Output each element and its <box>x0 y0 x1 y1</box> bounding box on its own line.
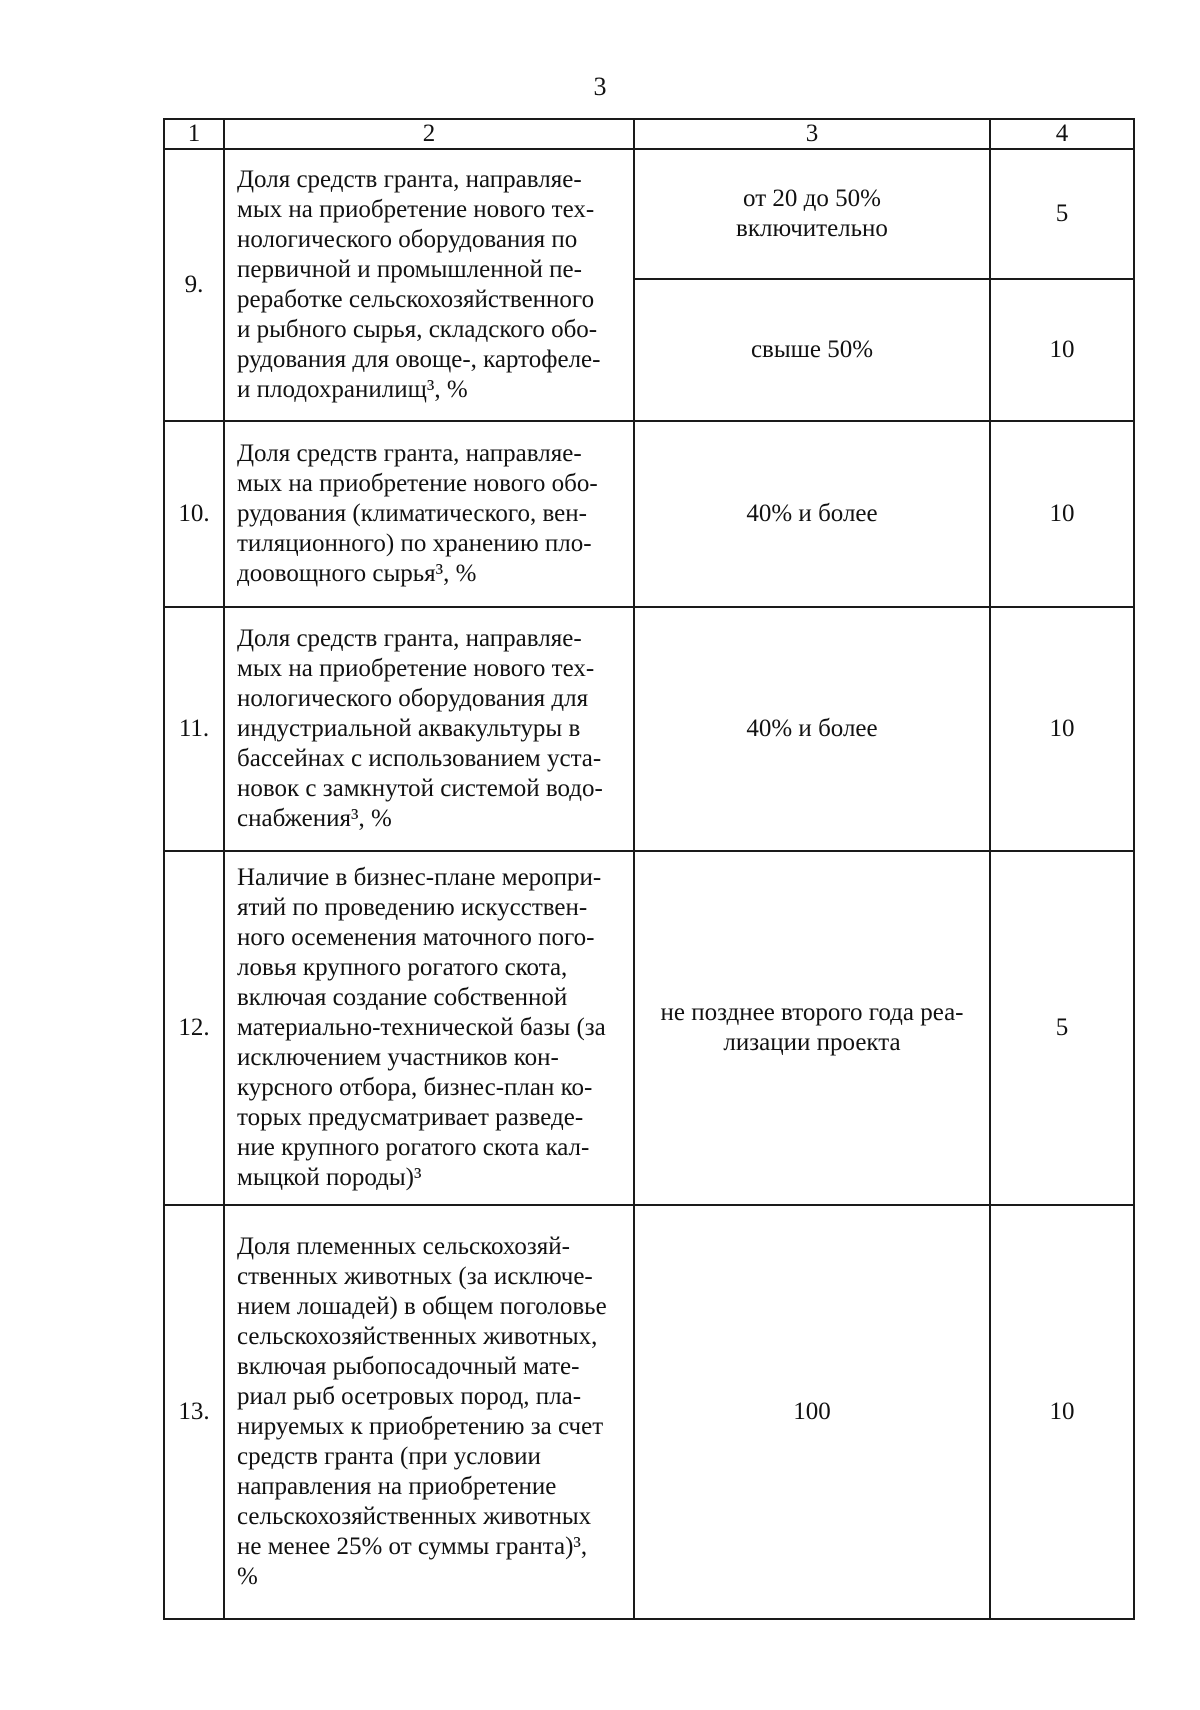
criterion-points: 5 <box>990 851 1134 1205</box>
criterion-description: Доля средств гранта, направляе- мых на приобретение нового обо- рудования (климатического, вен- тиляционного) по хранению пло- доовощного сырья³, % <box>224 421 634 607</box>
table-row <box>164 421 1134 607</box>
row-number: 13. <box>164 1205 224 1619</box>
page-number: 3 <box>593 72 607 101</box>
criteria-table <box>163 118 1135 1620</box>
row-number: 12. <box>164 851 224 1205</box>
criterion-value: 100 <box>634 1205 990 1619</box>
table-row <box>164 851 1134 1205</box>
criterion-description: Доля средств гранта, направляе- мых на приобретение нового тех- нологического оборудования по первичной и промышленной пе- реработке сельскохозяйственного и рыбного сырья, складского обо- рудования для овоще-, картофеле- и плодохранилищ³, % <box>224 149 634 421</box>
row-number: 10. <box>164 421 224 607</box>
table-row <box>164 607 1134 851</box>
header-col-1: 1 <box>164 119 224 149</box>
criterion-points: 10 <box>990 1205 1134 1619</box>
row-number: 11. <box>164 607 224 851</box>
criterion-description: Наличие в бизнес-плане меропри- ятий по проведению искусствен- ного осеменения маточного пого- ловья крупного рогатого скота, включая создание собственной материально-технической базы (за исключением участников кон- курсного отбора, бизнес-план ко- торых предусматривает разведе- ние крупного рогатого скота кал- мыцкой породы)³ <box>224 851 634 1205</box>
criterion-value: 40% и более <box>634 421 990 607</box>
row-number: 9. <box>164 149 224 421</box>
criterion-description: Доля средств гранта, направляе- мых на приобретение нового тех- нологического оборудования для индустриальной аквакультуры в бассейнах с использованием уста- новок с замкнутой системой водо- снабжения³, % <box>224 607 634 851</box>
criterion-points: 10 <box>990 421 1134 607</box>
table-row <box>164 1205 1134 1619</box>
criterion-value: 40% и более <box>634 607 990 851</box>
criterion-value: от 20 до 50% включительно <box>634 149 990 279</box>
criterion-value: не позднее второго года реа- лизации проекта <box>634 851 990 1205</box>
header-col-2: 2 <box>224 119 634 149</box>
table-row <box>164 149 1134 279</box>
criterion-points: 5 <box>990 149 1134 279</box>
criterion-points: 10 <box>990 607 1134 851</box>
criterion-value: свыше 50% <box>634 279 990 421</box>
table-header-row <box>164 119 1134 149</box>
criterion-description: Доля племенных сельскохозяй- ственных животных (за исключе- нием лошадей) в общем поголовье сельскохозяйственных животных, включая рыбопосадочный мате- риал рыб осетровых пород, пла- нируемых к приобретению за счет средств гранта (при условии направления на приобретение сельскохозяйственных животных не менее 25% от суммы гранта)³, % <box>224 1205 634 1619</box>
header-col-3: 3 <box>634 119 990 149</box>
header-col-4: 4 <box>990 119 1134 149</box>
criterion-points: 10 <box>990 279 1134 421</box>
